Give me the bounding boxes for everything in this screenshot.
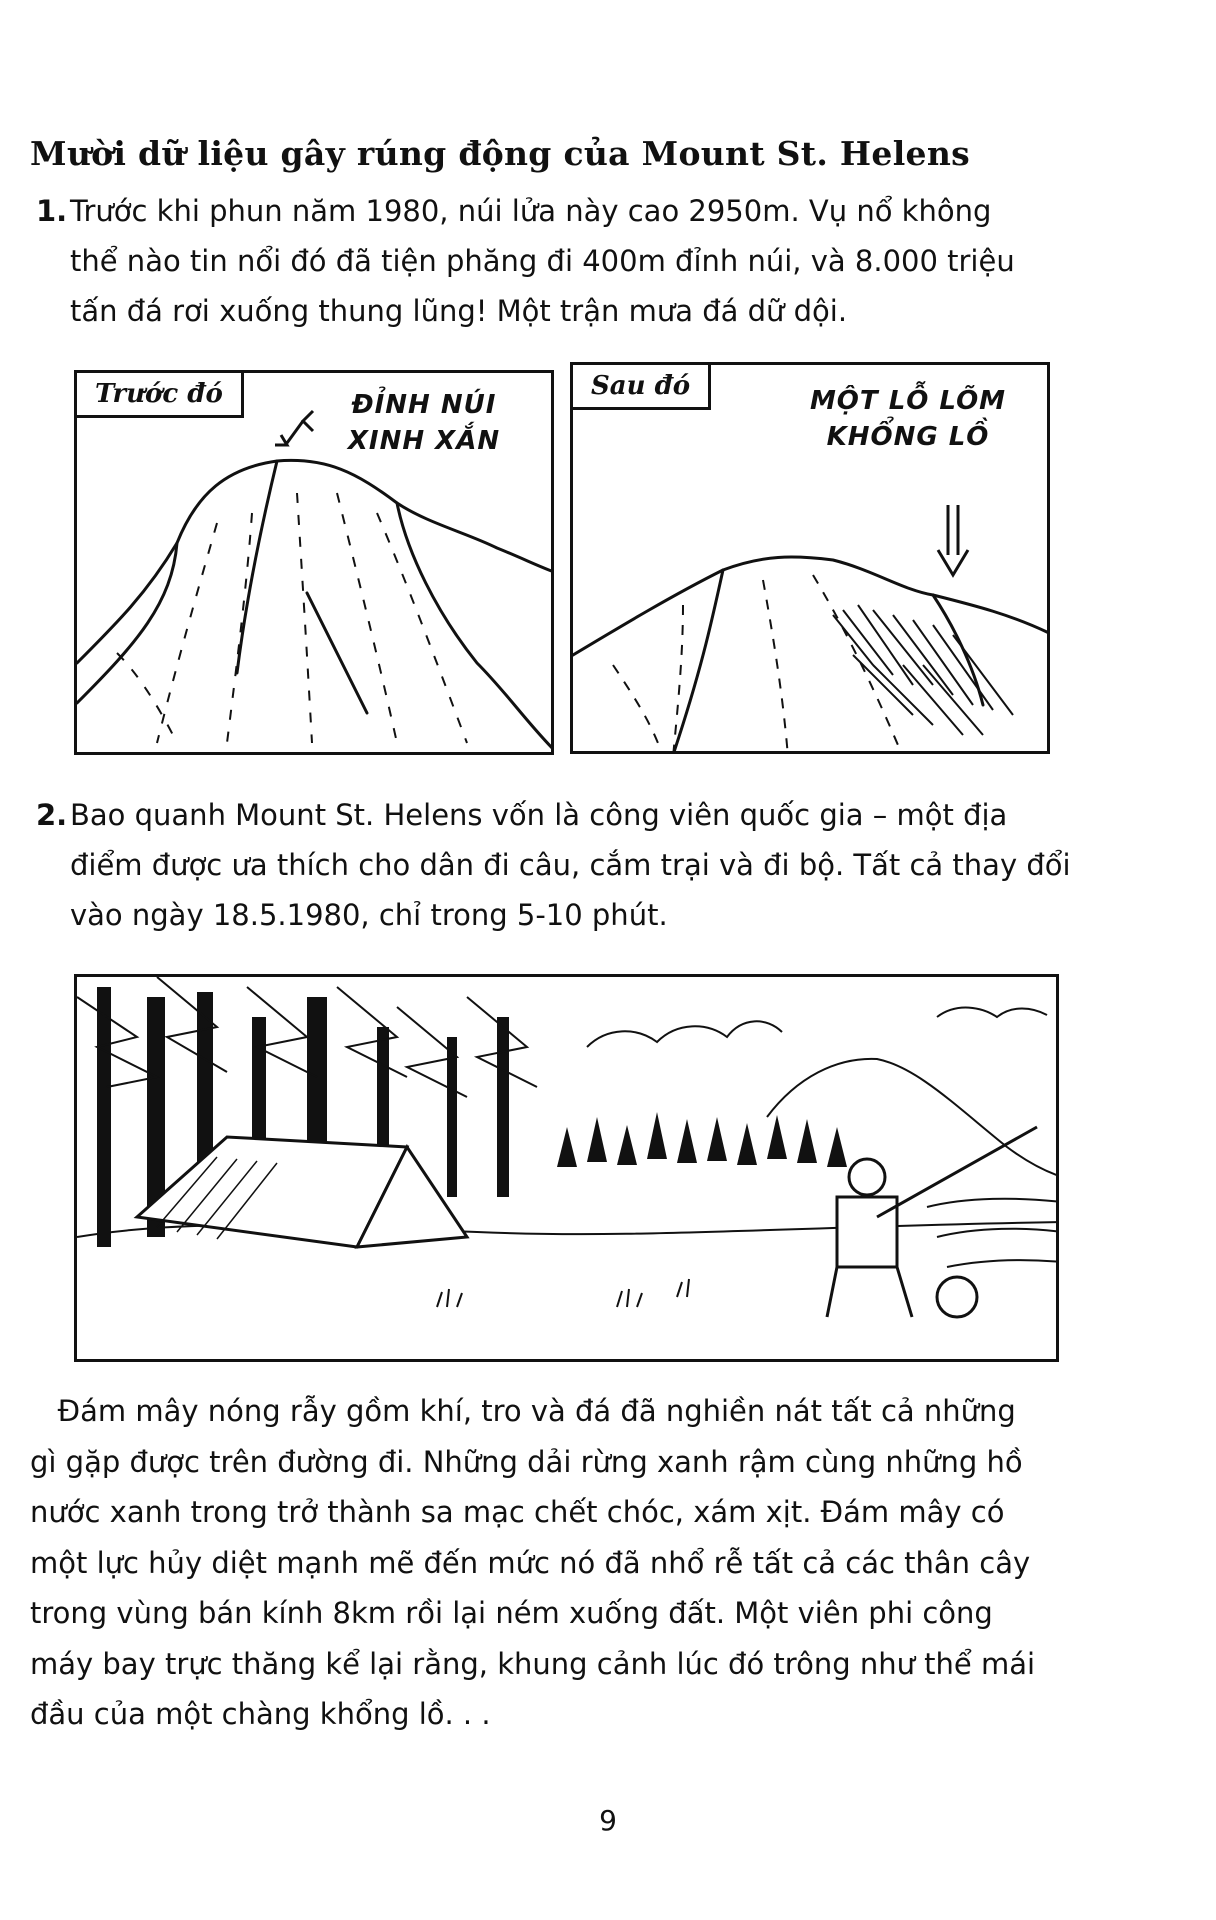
body-line: máy bay trực thăng kể lại rằng, khung cảnh lúc đó trông như thể mái [30,1646,1036,1681]
illustration-after [570,362,1050,754]
body-line: nước xanh trong trở thành sa mạc chết chóc, xám xịt. Đám mây có [30,1495,1005,1529]
caption-before: Trước đó [77,373,244,418]
item1-line: thể nào tin nổi đó đã tiện phăng đi 400m đỉnh núi, và 8.000 triệu [70,244,1015,278]
item2-line: điểm được ưa thích cho dân đi câu, cắm trại và đi bộ. Tất cả thay đổi [70,848,1071,882]
body-line: đầu của một chàng khổng lồ. . . [30,1697,491,1731]
illustration-campsite [74,974,1059,1362]
crater-label: MỘT LỖ LÕM KHỔNG LỒ [809,386,1007,452]
page-heading: Mười dữ liệu gây rúng động của Mount St. Helens [30,134,971,173]
item-number: 2. [36,798,68,832]
item-number: 1. [36,194,68,228]
body-line: một lực hủy diệt mạnh mẽ đến mức nó đã nhổ rễ tất cả các thân cây [30,1545,1031,1580]
fact-item-1 [36,186,1116,336]
body-paragraph [30,1386,1130,1740]
page-number: 9 [599,1804,617,1837]
body-line: gì gặp được trên đường đi. Những dải rừng xanh rậm cùng những hồ [30,1444,1023,1479]
peak-label: ĐỈNH NÚI XINH XẮN [347,390,501,456]
body-line: trong vùng bán kính 8km rồi lại ném xuống đất. Một viên phi công [30,1596,993,1630]
body-line: Đám mây nóng rẫy gồm khí, tro và đá đã nghiền nát tất cả những [30,1394,1016,1428]
item1-line: tấn đá rơi xuống thung lũng! Một trận mưa đá dữ dội. [70,294,848,328]
fact-item-2 [36,790,1116,940]
illustration-before [74,370,554,755]
caption-after: Sau đó [573,365,711,410]
campsite-scene-drawing [77,977,1059,1362]
item2-line: vào ngày 18.5.1980, chỉ trong 5-10 phút. [70,898,668,932]
item2-line: Bao quanh Mount St. Helens vốn là công viên quốc gia – một địa [70,798,1008,832]
item1-line: Trước khi phun năm 1980, núi lửa này cao 2950m. Vụ nổ không [70,194,992,228]
